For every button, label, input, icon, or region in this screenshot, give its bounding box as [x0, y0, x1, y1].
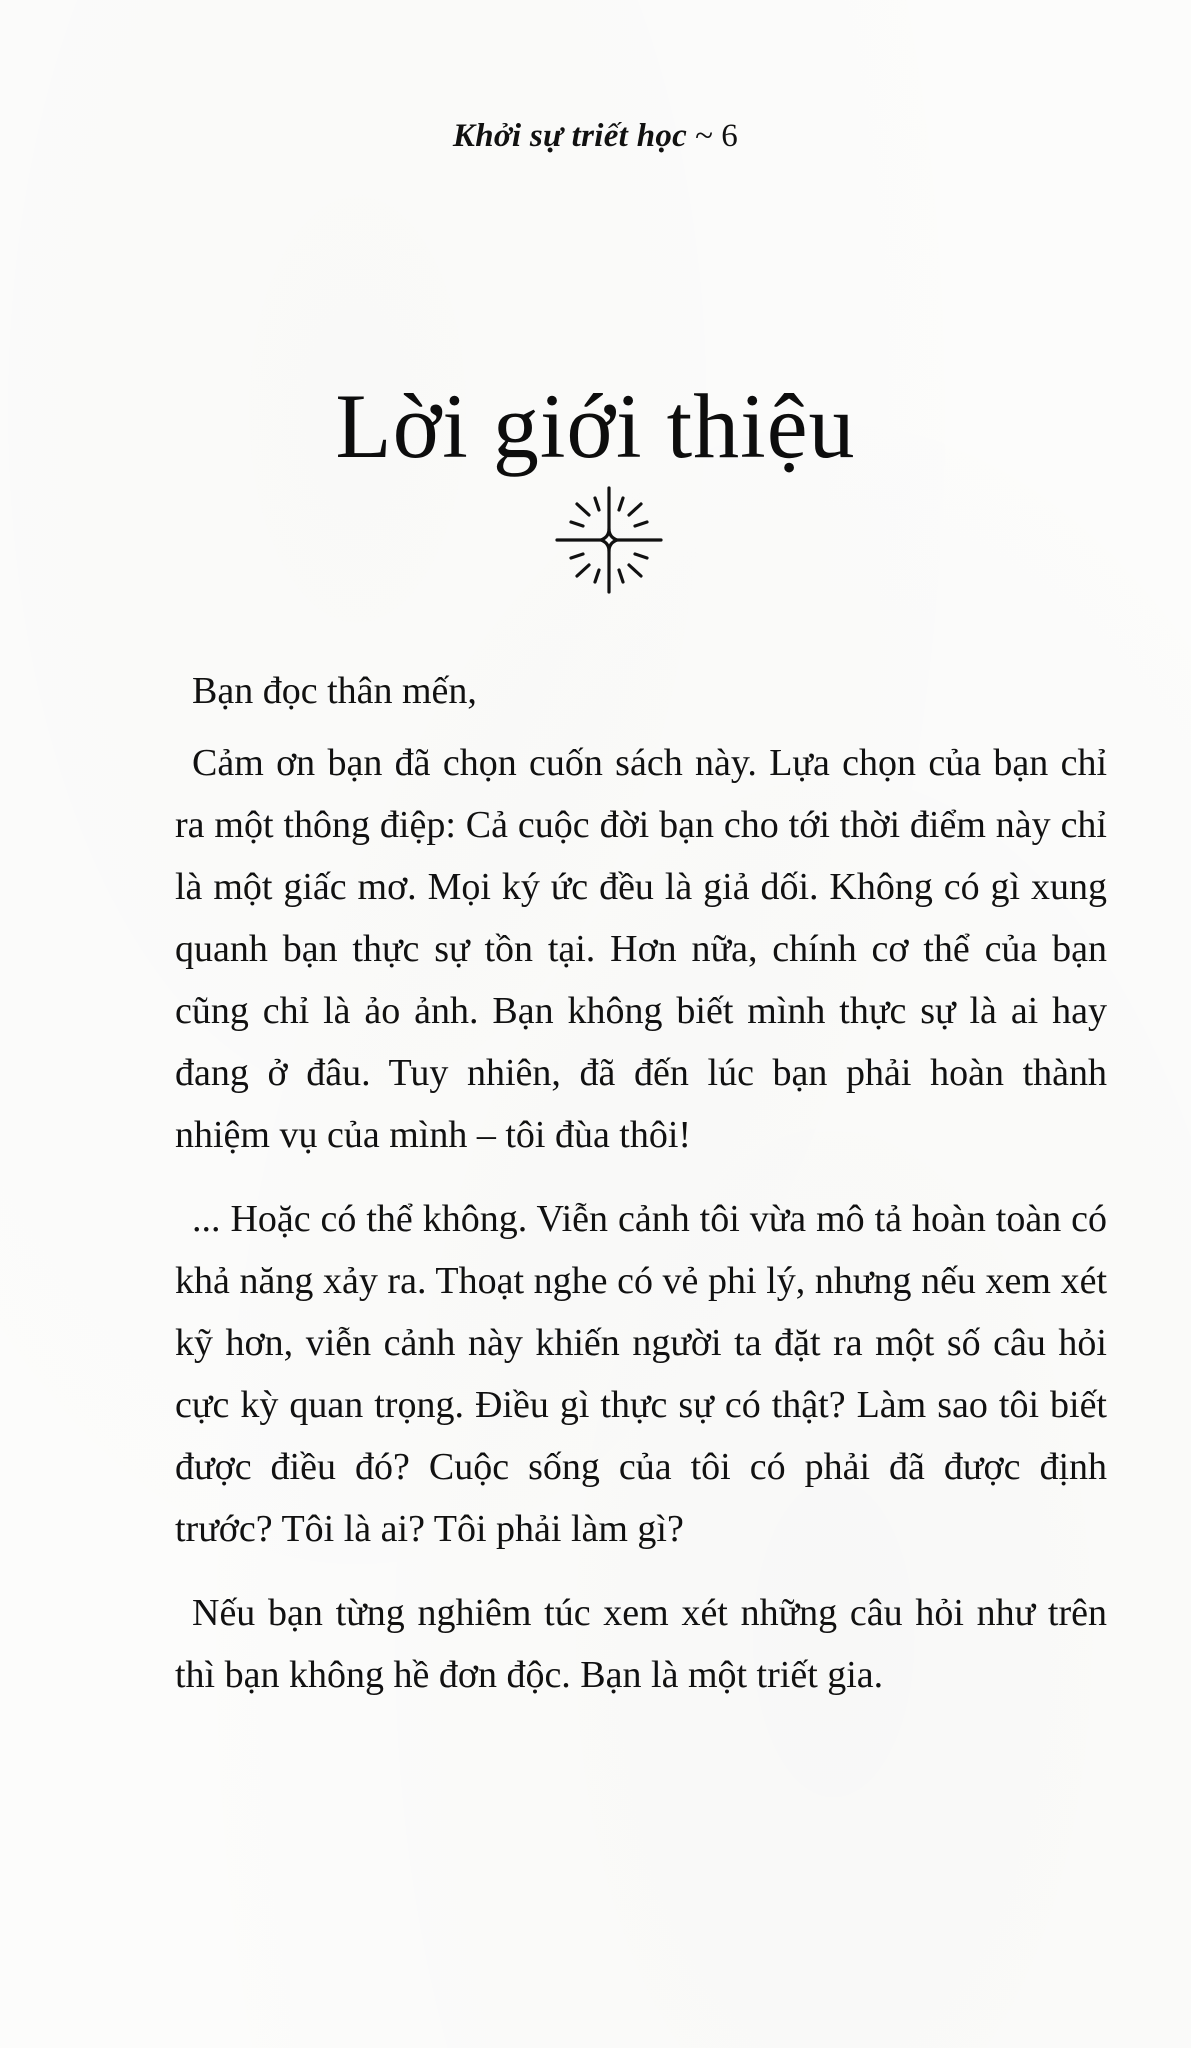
chapter-title: Lời giới thiệu	[335, 374, 856, 477]
salutation: Bạn đọc thân mến,	[192, 670, 477, 712]
paragraph: ... Hoặc có thể không. Viễn cảnh tôi vừa mô tả hoàn toàn có khả năng xảy ra. Thoạt nghe có vẻ phi lý, nhưng nếu xem xét kỹ hơn, viễn cảnh này khiến người ta đặt ra một số câu hỏi cực kỳ quan trọng. Điều gì thực sự có thật? Làm sao tôi biết được điều đó? Cuộc sống của tôi có phải đã được định trước? Tôi là ai? Tôi phải làm gì?	[175, 1198, 1107, 1550]
running-header-book-title: Khởi sự triết học	[452, 118, 688, 154]
paragraph: Nếu bạn từng nghiêm túc xem xét những câu hỏi như trên thì bạn không hề đơn độc. Bạn là một triết gia.	[175, 1592, 1107, 1696]
page-number: 6	[721, 118, 739, 154]
running-header-separator: ~	[695, 118, 714, 154]
introduction-body	[175, 660, 1107, 1706]
starburst-ornament-icon	[553, 484, 665, 596]
running-header	[0, 118, 1191, 155]
paragraph: Cảm ơn bạn đã chọn cuốn sách này. Lựa chọn của bạn chỉ ra một thông điệp: Cả cuộc đời bạn cho tới thời điểm này chỉ là một giấc mơ. Mọi ký ức đều là giả dối. Không có gì xung quanh bạn thực sự tồn tại. Hơn nữa, chính cơ thể của bạn cũng chỉ là ảo ảnh. Bạn không biết mình thực sự là ai hay đang ở đâu. Tuy nhiên, đã đến lúc bạn phải hoàn thành nhiệm vụ của mình – tôi đùa thôi!	[175, 742, 1107, 1156]
